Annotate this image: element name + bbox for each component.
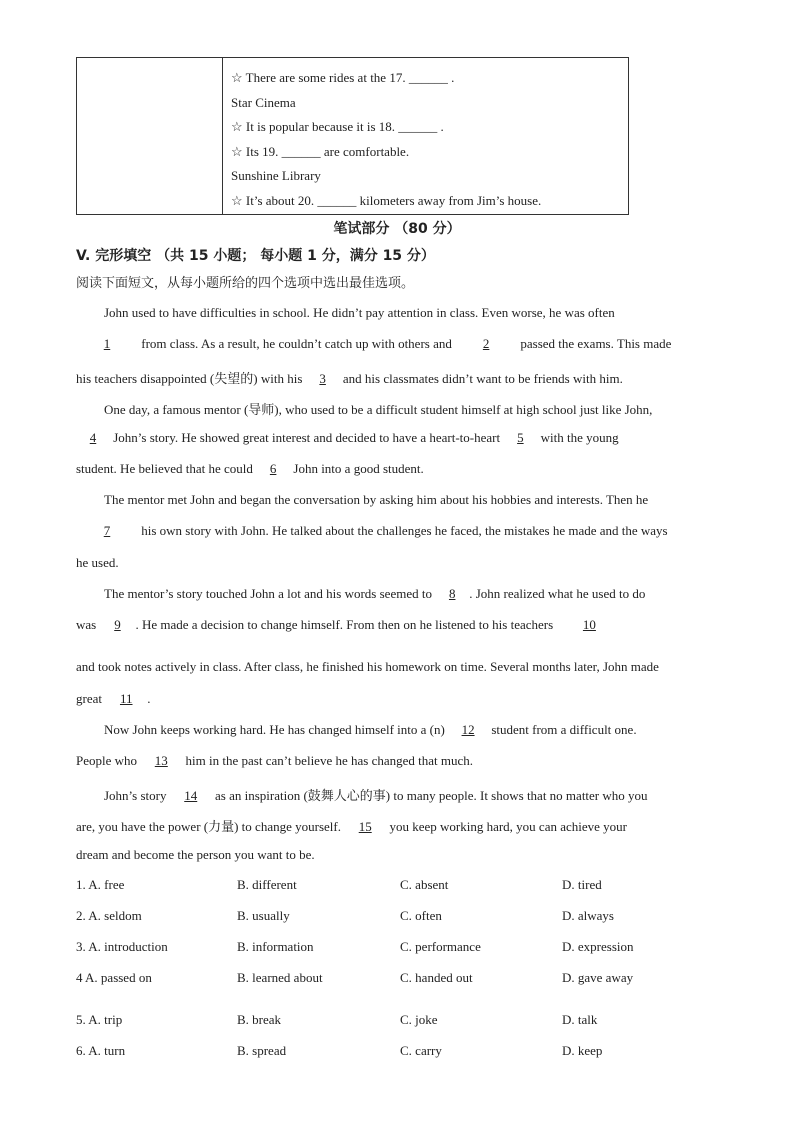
passage-text: was <box>76 617 100 632</box>
passage-text: student from a difficult one. <box>488 722 637 737</box>
option-d: D. expression <box>562 939 634 954</box>
blank-8: 8 <box>448 586 456 601</box>
option-a: 3. A. introduction <box>76 939 168 954</box>
passage-line <box>104 586 645 602</box>
table-row: ☆ It is popular because it is 18. ______ . <box>231 119 444 135</box>
passage-text: his teachers disappointed (失望的) with his <box>76 371 306 386</box>
option-a: 6. A. turn <box>76 1043 126 1058</box>
passage-line <box>104 785 648 804</box>
section-title: 笔试部分 （80 分） <box>333 221 461 237</box>
blank-7: 7 <box>103 523 111 538</box>
option-c: C. performance <box>400 939 481 954</box>
option-c: C. absent <box>400 877 449 892</box>
passage-text: as an inspiration (鼓舞人心的事) to many people. It shows that no matter who you <box>211 788 648 803</box>
blank-12: 12 <box>461 722 475 737</box>
passage-line: and took notes actively in class. After class, he finished his homework on time. Several months later, John made <box>76 659 659 674</box>
passage-text: . John realized what he used to do <box>469 586 646 601</box>
passage-line <box>76 368 623 387</box>
passage-text: . He made a decision to change himself. From then on <box>135 617 417 632</box>
table-row: ☆ It’s about 20. ______ kilometers away from Jim’s house. <box>231 192 542 208</box>
passage-text: . <box>147 691 151 706</box>
option-d: D. keep <box>562 1043 603 1058</box>
passage-text: student. He believed that he could <box>76 461 257 476</box>
table-left-cell <box>77 58 223 214</box>
option-b: B. spread <box>237 1043 287 1058</box>
table-row: ☆ Its 19. ______ are comfortable. <box>231 143 410 159</box>
passage-text: are, you have the power (力量) to change yourself. <box>76 819 345 834</box>
passage-line: he used. <box>76 555 119 570</box>
passage-text: People who <box>76 753 141 768</box>
passage-text: passed the exams. This made <box>517 336 672 351</box>
option-a: 2. A. seldom <box>76 908 142 923</box>
blank-4: 4 <box>89 430 97 445</box>
passage-text: with the young <box>537 430 619 445</box>
part-heading: V. 完形填空 （共 15 小题； 每小题 1 分，满分 15 分） <box>76 248 435 264</box>
option-c: C. joke <box>400 1012 438 1027</box>
blank-14: 14 <box>184 788 198 803</box>
passage-text: John into a good student. <box>290 461 424 476</box>
option-b: B. different <box>237 877 297 892</box>
blank-13: 13 <box>154 753 168 768</box>
passage-line <box>76 461 424 477</box>
option-a: 5. A. trip <box>76 1012 123 1027</box>
passage-text: The mentor’s story touched John a lot and his words seemed to <box>104 586 436 601</box>
option-b: B. information <box>237 939 314 954</box>
passage-text: you keep working hard, you can achieve your <box>386 819 627 834</box>
blank-9: 9 <box>114 617 121 632</box>
passage-text: John’s story. He showed great interest and decided to have a heart-to-heart <box>110 430 504 445</box>
passage-line: The mentor met John and began the conversation by asking him about his hobbies and interests. Then he <box>104 492 649 507</box>
blank-6: 6 <box>269 461 277 476</box>
passage-text: from class. As a result, he couldn’t catch up with others and <box>138 336 456 351</box>
blank-11: 11 <box>119 691 133 706</box>
option-d: D. gave away <box>562 970 634 985</box>
passage-text: Now John keeps working hard. He has changed himself into a (n) <box>104 722 449 737</box>
blank-10: 10 <box>582 617 596 632</box>
passage-line: dream and become the person you want to be. <box>76 847 315 862</box>
table-row: Star Cinema <box>231 94 296 110</box>
table-row: ☆ There are some rides at the 17. ______ . <box>231 70 455 85</box>
option-a: 4 A. passed on <box>76 970 152 985</box>
passage-line: John used to have difficulties in school. He didn’t pay attention in class. Even worse, he was often <box>104 305 615 320</box>
blank-5: 5 <box>517 430 524 445</box>
passage-text: he listened to his teachers <box>416 617 557 632</box>
passage-line <box>76 336 671 352</box>
passage-text: John’s story <box>104 788 170 803</box>
passage-line: One day, a famous mentor (导师), who used to be a difficult student himself at high school just like John, <box>104 402 653 417</box>
instructions: 阅读下面短文，从每小题所给的四个选项中选出最佳选项。 <box>76 276 415 291</box>
passage-text: great <box>76 691 106 706</box>
option-d: D. tired <box>562 877 602 892</box>
blank-3: 3 <box>319 371 326 386</box>
passage-line <box>76 753 473 769</box>
table-row: Sunshine Library <box>231 168 321 184</box>
blank-15: 15 <box>358 819 372 834</box>
passage-text: him in the past can’t believe he has changed that much. <box>182 753 474 768</box>
table-right-cell <box>223 58 628 214</box>
option-b: B. learned about <box>237 970 323 985</box>
passage-line <box>76 691 150 707</box>
option-a: 1. A. free <box>76 877 125 892</box>
passage-line <box>76 523 668 539</box>
option-c: C. handed out <box>400 970 473 985</box>
option-d: D. always <box>562 908 614 923</box>
option-c: C. carry <box>400 1043 442 1058</box>
option-b: B. break <box>237 1012 282 1027</box>
option-b: B. usually <box>237 908 290 923</box>
option-c: C. often <box>400 908 442 923</box>
passage-line <box>76 430 619 446</box>
blank-2: 2 <box>482 336 490 351</box>
blank-1: 1 <box>103 336 111 351</box>
passage-line <box>76 816 627 835</box>
option-d: D. talk <box>562 1012 598 1027</box>
passage-line <box>104 722 637 738</box>
passage-text: his own story with John. He talked about the challenges he faced, the mistakes he made and the ways <box>138 523 668 538</box>
passage-line <box>76 617 622 633</box>
passage-text: and his classmates didn’t want to be friends with him. <box>339 371 623 386</box>
info-table <box>76 57 629 215</box>
